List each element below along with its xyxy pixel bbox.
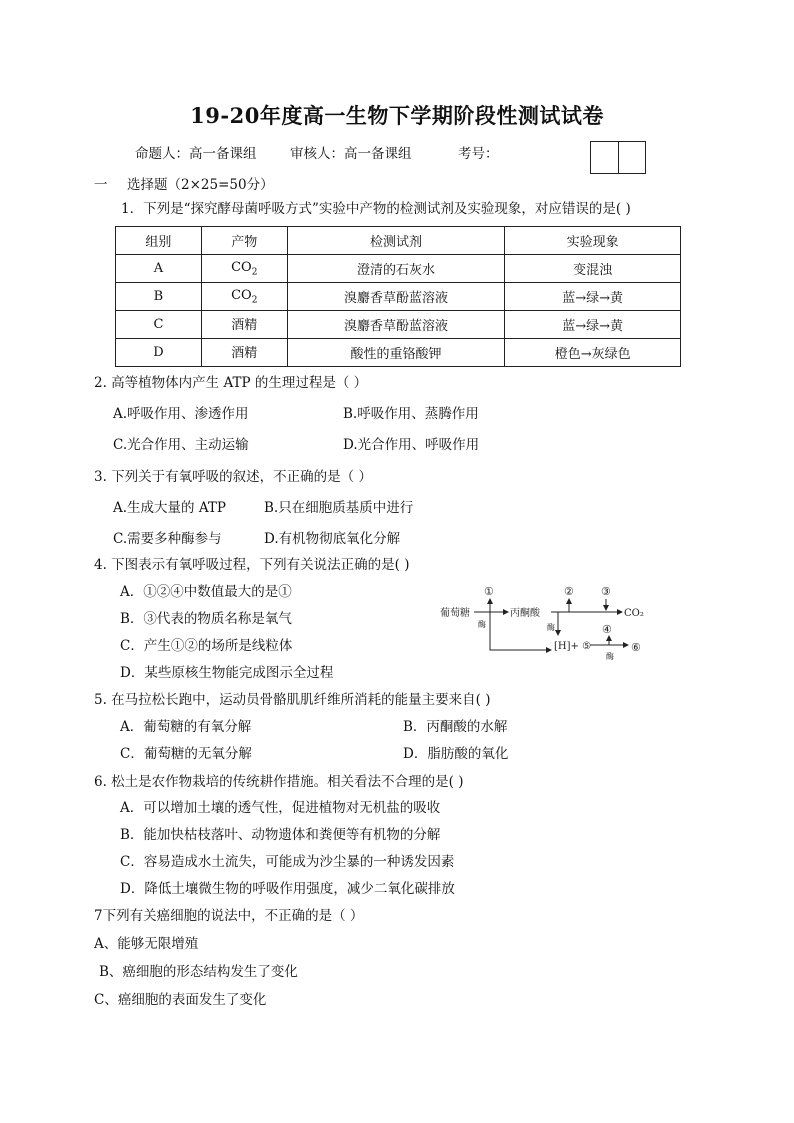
table-cell: 酸性的重铬酸钾 bbox=[287, 339, 505, 367]
number-2-label: ② bbox=[564, 585, 574, 598]
table-cell: 澄清的石灰水 bbox=[287, 255, 505, 283]
exam-number-box bbox=[618, 142, 646, 173]
table-cell: 溴麝香草酚蓝溶液 bbox=[287, 283, 505, 311]
question-1-table bbox=[115, 226, 681, 367]
number-3-label: ③ bbox=[601, 585, 611, 598]
table-cell: 橙色→灰绿色 bbox=[505, 339, 681, 367]
table-header: 组别 bbox=[116, 227, 202, 255]
table-cell: 溴麝香草酚蓝溶液 bbox=[287, 311, 505, 339]
pyruvate-label: 丙酮酸 bbox=[510, 608, 540, 619]
question-4-stem: 4. 下图表示有氧呼吸过程，下列有关说法正确的是( ) bbox=[94, 557, 410, 573]
question-2-option-d: D.光合作用、呼吸作用 bbox=[343, 437, 480, 453]
formula-subscript: 2 bbox=[251, 267, 258, 278]
table-header: 检测试剂 bbox=[287, 227, 505, 255]
question-7-option-c: C、癌细胞的表面发生了变化 bbox=[94, 992, 267, 1008]
question-3-stem: 3. 下列关于有氧呼吸的叙述，不正确的是（ ） bbox=[94, 469, 372, 485]
question-1-stem: 1．下列是“探究酵母菌呼吸方式”实验中产物的检测试剂及实验现象，对应错误的是( ) bbox=[121, 201, 631, 217]
exam-number-label: 考号： bbox=[458, 146, 499, 162]
author-label: 命题人：高一备课组 bbox=[135, 146, 257, 162]
reviewer-label: 审核人：高一备课组 bbox=[290, 146, 412, 162]
table-cell: C bbox=[116, 311, 202, 339]
question-5-option-a: A．葡萄糖的有氧分解 bbox=[120, 719, 252, 735]
table-row bbox=[116, 311, 681, 339]
question-2-option-a: A.呼吸作用、渗透作用 bbox=[113, 406, 249, 422]
formula-text: CO bbox=[231, 287, 252, 303]
exam-number-box bbox=[591, 142, 618, 173]
enzyme-label: 酶 bbox=[478, 620, 486, 629]
question-3-option-c: C.需要多种酶参与 bbox=[113, 531, 222, 547]
formula-text: CO bbox=[231, 259, 252, 275]
table-cell bbox=[201, 339, 287, 367]
table-cell: D bbox=[116, 339, 202, 367]
question-5-option-d: D．脂肪酸的氧化 bbox=[403, 746, 509, 762]
enzyme-label: 酶 bbox=[547, 623, 555, 632]
question-2-option-b: B.呼吸作用、蒸腾作用 bbox=[343, 406, 479, 422]
co2-label: CO₂ bbox=[624, 608, 644, 619]
table-cell: B bbox=[116, 283, 202, 311]
question-4-option-c: C．产生①②的场所是线粒体 bbox=[120, 638, 293, 654]
question-6-option-d: D．降低土壤微生物的呼吸作用强度，减少二氧化碳排放 bbox=[120, 881, 455, 897]
table-cell: 蓝→绿→黄 bbox=[505, 283, 681, 311]
table-header: 实验现象 bbox=[505, 227, 681, 255]
number-4-label: ④ bbox=[602, 623, 612, 636]
question-4-option-b: B．③代表的物质名称是氧气 bbox=[120, 611, 292, 627]
table-cell bbox=[201, 255, 287, 283]
question-7-stem: 7下列有关癌细胞的说法中，不正确的是（ ） bbox=[94, 908, 364, 924]
question-6-option-a: A．可以增加土壤的透气性，促进植物对无机盐的吸收 bbox=[120, 800, 441, 816]
table-row bbox=[116, 339, 681, 367]
question-3-option-a: A.生成大量的 ATP bbox=[113, 500, 226, 516]
formula-text: 酒精 bbox=[231, 345, 258, 361]
question-6-option-b: B．能加快枯枝落叶、动物遗体和粪便等有机物的分解 bbox=[120, 827, 441, 843]
question-6-stem: 6. 松土是农作物栽培的传统耕作措施。相关看法不合理的是( ) bbox=[94, 774, 464, 790]
aerobic-respiration-diagram bbox=[438, 583, 658, 661]
table-cell bbox=[201, 283, 287, 311]
table-cell: A bbox=[116, 255, 202, 283]
number-6-label: ⑥ bbox=[631, 641, 641, 654]
glucose-label: 葡萄糖 bbox=[440, 608, 470, 619]
table-cell: 变混浊 bbox=[505, 255, 681, 283]
formula-subscript: 2 bbox=[251, 295, 258, 306]
formula-text: 酒精 bbox=[231, 317, 258, 333]
enzyme-label: 酶 bbox=[606, 652, 614, 661]
question-2-stem: 2. 高等植物体内产生 ATP 的生理过程是（ ） bbox=[94, 375, 368, 391]
question-6-option-c: C．容易造成水土流失，可能成为沙尘暴的一种诱发因素 bbox=[120, 854, 455, 870]
question-7-option-b: B、癌细胞的形态结构发生了变化 bbox=[99, 964, 298, 980]
section-number: 一 bbox=[94, 177, 108, 193]
question-4-option-d: D．某些原核生物能完成图示全过程 bbox=[120, 665, 334, 681]
table-row bbox=[116, 283, 681, 311]
section-title: 选择题（2×25=50分） bbox=[127, 177, 274, 193]
table-header-row bbox=[116, 227, 681, 255]
question-5-option-b: B．丙酮酸的水解 bbox=[403, 719, 508, 735]
table-row bbox=[116, 255, 681, 283]
question-5-option-c: C．葡萄糖的无氧分解 bbox=[120, 746, 252, 762]
table-cell: 蓝→绿→黄 bbox=[505, 311, 681, 339]
question-2-option-c: C.光合作用、主动运输 bbox=[113, 437, 249, 453]
question-3-option-b: B.只在细胞质基质中进行 bbox=[264, 500, 414, 516]
h-label: [H]+ ⑤ bbox=[554, 641, 592, 652]
question-4-option-a: A．①②④中数值最大的是① bbox=[120, 584, 292, 600]
number-1-label: ① bbox=[484, 585, 494, 598]
table-header: 产物 bbox=[201, 227, 287, 255]
exam-number-boxes bbox=[590, 141, 646, 174]
page-title: 19-20年度高一生物下学期阶段性测试试卷 bbox=[190, 103, 604, 128]
question-7-option-a: A、能够无限增殖 bbox=[94, 936, 199, 952]
table-cell bbox=[201, 311, 287, 339]
question-3-option-d: D.有机物彻底氧化分解 bbox=[264, 531, 401, 547]
question-5-stem: 5. 在马拉松长跑中，运动员骨骼肌肌纤维所消耗的能量主要来自( ) bbox=[94, 692, 491, 708]
